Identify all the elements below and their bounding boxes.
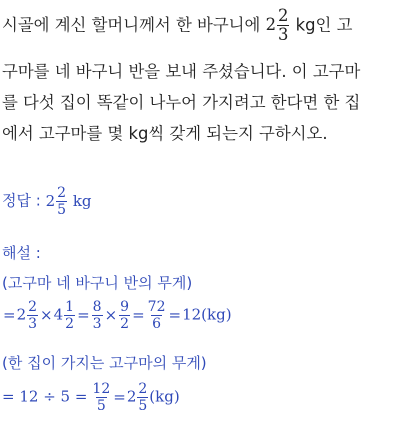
solution-label: 해설 : — [2, 244, 41, 262]
fraction: $\frac{2}{3}$ — [278, 6, 289, 45]
fraction: $\frac{2}{3}$ — [28, 299, 38, 332]
fraction: $\frac{1}{2}$ — [65, 299, 75, 332]
mixed-number: 2 $\frac{2}{3}$ — [265, 6, 289, 45]
problem-line-2: 구마를 네 바구니 반을 보내 주셨습니다. 이 고구마 — [2, 62, 361, 81]
solution-equation-1: =2 $\frac{2}{3}$ ×4 $\frac{1}{2}$ = $\frac{8}{3}$ × $\frac{9}{2}$ = $\frac{72}{6}$ =12(kg) — [3, 299, 232, 332]
fraction: $\frac{9}{2}$ — [120, 299, 130, 332]
answer-line — [2, 186, 92, 217]
answer-value: 2 $\frac{2}{5}$ kg — [45, 185, 92, 218]
problem-text: kg인 고 — [290, 15, 353, 35]
solution-heading-2: (한 집이 가지는 고구마의 무게) — [2, 354, 207, 372]
problem-line-4: 에서 고구마를 몇 kg씩 갖게 되는지 구하시오. — [2, 124, 328, 143]
answer-label: 정답 : — [2, 191, 46, 210]
problem-line-3: 를 다섯 집이 똑같이 나누어 가지려고 한다면 한 집 — [2, 93, 361, 112]
problem-line-1 — [2, 8, 352, 44]
problem-text: 시골에 계신 할머니께서 한 바구니에 — [2, 15, 266, 35]
fraction: $\frac{12}{5}$ — [92, 381, 111, 414]
fraction: $\frac{8}{3}$ — [92, 299, 102, 332]
fraction: $\frac{2}{5}$ — [57, 185, 67, 218]
solution-heading-1: (고구마 네 바구니 반의 무게) — [2, 274, 193, 292]
fraction: $\frac{2}{5}$ — [138, 381, 148, 414]
fraction: $\frac{72}{6}$ — [147, 299, 166, 332]
solution-equation-2: = 12 ÷ 5 = $\frac{12}{5}$ =2 $\frac{2}{5}$ (kg) — [2, 381, 180, 414]
